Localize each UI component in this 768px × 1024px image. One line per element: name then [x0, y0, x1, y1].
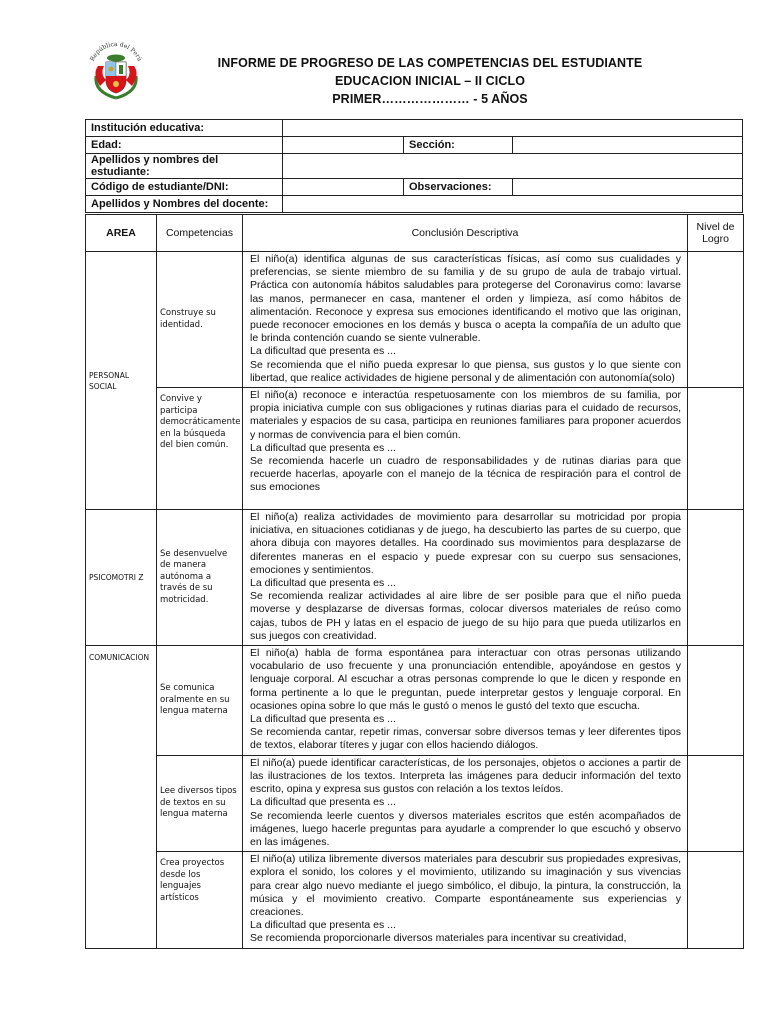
recomendacion-paragraph: Se recomienda que el niño pueda expresar lo que piensa, sus gustos y lo que siente con libertad, que realice actividades de higiene personal y de alimentación con autonomía(solo) [250, 358, 681, 384]
area-comunicacion: COMUNICACION [86, 646, 157, 948]
nivel-header: Nivel de Logro [688, 215, 744, 252]
competencies-table [85, 214, 744, 949]
dificultad-paragraph: La dificultad que presenta es ... [250, 713, 396, 726]
conclusion-paragraph: El niño(a) utiliza libremente diversos materiales para descubrir sus propiedades expresivas, explora el sonido, los colores y el movimiento, utilizando su imaginación y sus vivencias para crear algo nuevo mediante el juego simbólico, el dibujo, la pintura, la construcción, la música y el movimiento creativo. Comparte espontáneamente sus experiencias y creaciones. [250, 853, 681, 918]
conclusion-cell [243, 252, 688, 388]
table-row [86, 646, 744, 756]
competencia-cell: Se desenvuelve de manera autónoma a través de su motricidad. [157, 510, 243, 646]
dificultad-paragraph: La dificultad que presenta es ... [250, 919, 396, 932]
area-header: AREA [86, 215, 157, 252]
dificultad-paragraph: La dificultad que presenta es ... [250, 577, 396, 590]
recomendacion-paragraph: Se recomienda cantar, repetir rimas, conversar sobre diversos temas y leer diferentes tipos de textos, elaborar títeres y jugar con ellos haciendo diálogos. [250, 726, 681, 752]
edad-field[interactable] [283, 137, 404, 154]
dificultad-paragraph: La dificultad que presenta es ... [250, 441, 396, 454]
info-row-edad [86, 137, 743, 154]
estudiante-label: Apellidos y nombres del estudiante: [86, 154, 283, 179]
institucion-label: Institución educativa: [86, 120, 283, 137]
conclusion-cell [243, 755, 688, 851]
seccion-label: Sección: [404, 137, 513, 154]
conclusion-paragraph: El niño(a) puede identificar características, de los personajes, objetos o acciones a partir de las ilustraciones de los textos. Interpreta las imágenes para deducir información del texto escrito, opina y expresa sus gustos con relación a los textos leídos. [250, 756, 681, 796]
competencia-cell: Construye su identidad. [157, 252, 243, 388]
dificultad-paragraph: La dificultad que presenta es ... [250, 796, 396, 809]
codigo-label: Código de estudiante/DNI: [86, 179, 283, 196]
recomendacion-paragraph: Se recomienda proporcionarle diversos materiales para incentivar su creatividad, [250, 932, 627, 945]
observaciones-field[interactable] [513, 179, 743, 196]
nivel-cell[interactable] [688, 252, 744, 388]
conclusion-cell [243, 510, 688, 646]
info-row-institucion [86, 120, 743, 137]
area-personal-social: PERSONAL SOCIAL [86, 252, 157, 510]
conclusion-cell [243, 388, 688, 510]
codigo-field[interactable] [283, 179, 404, 196]
docente-label: Apellidos y Nombres del docente: [86, 196, 283, 213]
recomendacion-paragraph: Se recomienda realizar actividades al aire libre de ser posible para que el niño pueda moverse y desplazarse de diversas formas, colocar diversos materiales de reúso como cajas, tubos de PH y latas en el espacio de juego de su hijo para que pueda utilizarlos en sus juegos con creatividad. [250, 590, 681, 642]
observaciones-label: Observaciones: [404, 179, 513, 196]
competencia-cell: Convive y participa democráticamente en la búsqueda del bien común. [157, 388, 243, 510]
peru-coat-of-arms-icon [82, 36, 150, 104]
competencia-cell: Se comunica oralmente en su lengua materna [157, 646, 243, 756]
seccion-field[interactable] [513, 137, 743, 154]
conclusion-cell [243, 646, 688, 756]
document-header [150, 54, 710, 108]
conclusion-paragraph: El niño(a) habla de forma espontánea para interactuar con otras personas utilizando vocabulario de uso frecuente y una pronunciación entendible, apoyándose en gestos y lenguaje corporal. Al escuchar a otras personas comprende lo que le dicen y responde en forma pertinente a lo que le preguntan, puede interpretar gestos y lenguaje corporal. En ocasiones opina sobre lo que más le gustó o menos le gustó del texto que escucha. [250, 647, 681, 712]
estudiante-field[interactable] [283, 154, 743, 179]
report-subtitle-level: EDUCACION INICIAL – II CICLO [334, 74, 526, 88]
docente-field[interactable] [283, 196, 743, 213]
area-psicomotriz: PSICOMOTRI Z [86, 510, 157, 646]
nivel-cell[interactable] [688, 510, 744, 646]
report-subtitle-period: PRIMER………………… - 5 AÑOS [332, 92, 528, 106]
student-info-table [85, 119, 743, 213]
recomendacion-paragraph: Se recomienda hacerle un cuadro de responsabilidades y de rutinas diarias para que recuerde hacerlas, apoyarle con el manejo de la técnica de respiración para el control de sus emociones [250, 455, 681, 494]
info-row-estudiante [86, 154, 743, 179]
table-row [86, 510, 744, 646]
competencias-header: Competencias [157, 215, 243, 252]
conclusion-paragraph: El niño(a) realiza actividades de movimiento para desarrollar su motricidad por propia iniciativa, en situaciones cotidianas y de juego, ha descubierto las partes de su cuerpo, que ahora dibuja con mayores detalles. Ha coordinado sus movimientos para desplazarse de diferentes maneras en el espacio y puede expresar con su cuerpo sus sensaciones, emociones y sentimientos. [250, 511, 681, 576]
conclusion-cell [243, 852, 688, 948]
seal-text: República del Perú [88, 40, 144, 63]
table-row [86, 755, 744, 851]
nivel-cell[interactable] [688, 646, 744, 756]
report-title: INFORME DE PROGRESO DE LAS COMPETENCIAS DEL ESTUDIANTE [217, 56, 643, 70]
competencia-cell: Crea proyectos desde los lenguajes artísticos [157, 852, 243, 948]
nivel-cell[interactable] [688, 852, 744, 948]
conclusion-paragraph: El niño(a) identifica algunas de sus características físicas, así como sus cualidades y preferencias, se siente miembro de su familia y de su grupo de aula de trabajo virtual. Práctica con autonomía hábitos saludables para protegerse del Coronavirus como: lavarse las manos, permanecer en casa, mantener el orden y limpieza, así como hábitos de alimentación. Reconoce y expresa sus emociones identificando el motivo que las originan, puede reconocer emociones en los demás y busca o acepta la compañía de un adulto que le brinda contención cuando se siente vulnerable. [250, 253, 681, 345]
info-row-codigo [86, 179, 743, 196]
edad-label: Edad: [86, 137, 283, 154]
info-row-docente [86, 196, 743, 213]
table-row [86, 388, 744, 510]
conclusion-header: Conclusión Descriptiva [243, 215, 688, 252]
competencia-cell: Lee diversos tipos de textos en su lengua materna [157, 755, 243, 851]
table-header-row [86, 215, 744, 252]
table-row [86, 252, 744, 388]
dificultad-paragraph: La dificultad que presenta es ... [250, 345, 396, 358]
recomendacion-paragraph: Se recomienda leerle cuentos y diversos materiales escritos que estén acompañados de imágenes, luego hacerle preguntas para ayudarle a comprender lo que escuchó y observo en las imágenes. [250, 809, 681, 848]
nivel-cell[interactable] [688, 755, 744, 851]
conclusion-paragraph: El niño(a) reconoce e interactúa respetuosamente con los miembros de su familia, por propia iniciativa cumple con sus obligaciones y rutinas diarias para el cuidado de recursos, materiales y espacios de su casa, participa en reuniones familiares para proponer acuerdos y normas de convivencia para el bien común. [250, 389, 681, 441]
institucion-field[interactable] [283, 120, 743, 137]
nivel-cell[interactable] [688, 388, 744, 510]
table-row [86, 852, 744, 948]
